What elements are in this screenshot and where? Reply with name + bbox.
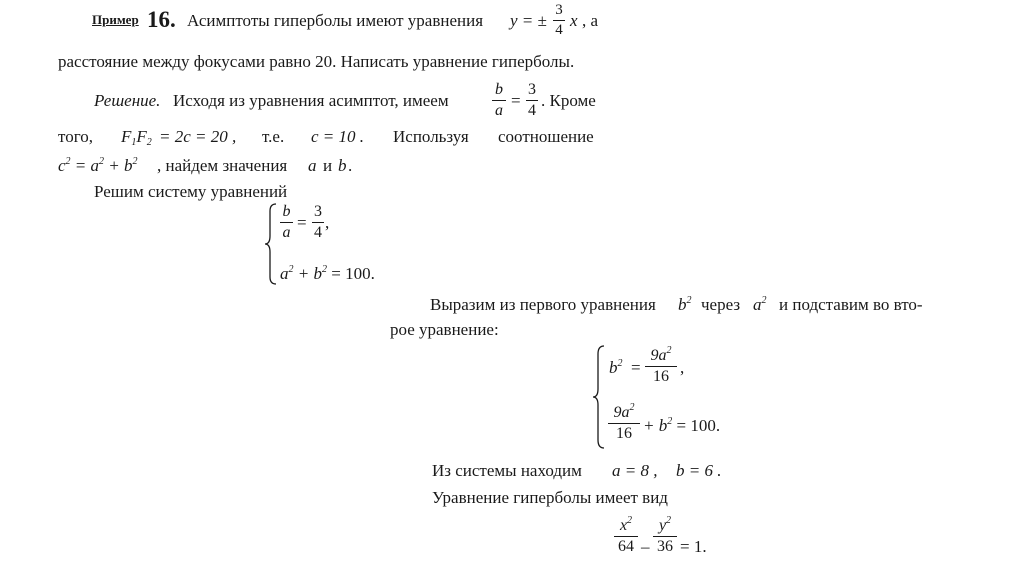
result-a-value: a = 8 , xyxy=(612,461,658,480)
express-through: через xyxy=(701,295,741,314)
relation-word: соотношение xyxy=(498,127,594,146)
x-letter: x xyxy=(619,517,628,534)
ba-equals: = xyxy=(511,91,521,110)
square-exponent: 2 xyxy=(65,156,71,167)
b-term: + b xyxy=(108,156,133,175)
end-dot: . xyxy=(348,156,353,175)
var-a: a xyxy=(308,156,317,175)
focus1-subscript: 1 xyxy=(131,137,137,148)
system1-rhs-fraction xyxy=(312,204,324,241)
fraction-denominator: 16 xyxy=(653,368,669,385)
focus2-subscript: 2 xyxy=(146,137,152,148)
asymptote-lhs: y = ± xyxy=(510,11,547,30)
fraction-bar xyxy=(608,423,640,424)
fraction-numerator: 3 xyxy=(555,2,563,18)
final-minus: – xyxy=(641,537,650,556)
result-equation-title: Уравнение гиперболы имеет вид xyxy=(432,488,668,507)
square-exponent: 2 xyxy=(686,295,692,306)
focal-distance xyxy=(121,127,152,148)
system2-eq2-rest xyxy=(643,417,720,434)
b-letter: b xyxy=(678,295,687,314)
fraction-denominator: 4 xyxy=(528,102,536,119)
system2-fraction1 xyxy=(645,345,677,385)
fraction-bar xyxy=(312,222,324,223)
system-brace-icon xyxy=(592,345,606,449)
square-exponent: 2 xyxy=(666,515,672,526)
fraction-bar xyxy=(492,100,506,101)
system1-equals: = xyxy=(297,213,307,232)
fraction-numerator xyxy=(645,345,677,364)
fraction-bar xyxy=(645,366,677,367)
fraction-numerator xyxy=(653,515,677,534)
a-letter: a xyxy=(753,295,762,314)
system2-eq2-rhs: = 100. xyxy=(676,416,721,435)
example-label: Пример xyxy=(92,12,139,27)
fraction-denominator: 16 xyxy=(616,425,632,442)
fraction-bar xyxy=(653,536,677,537)
fraction-denominator: a xyxy=(495,102,503,119)
solution-label: Решение. xyxy=(94,91,161,110)
focus2-letter: F xyxy=(136,127,147,146)
numerator-text: 9a xyxy=(650,347,667,364)
y-letter: y xyxy=(658,517,667,534)
fraction-numerator xyxy=(608,402,640,421)
square-exponent: 2 xyxy=(666,345,672,356)
a-term: = a xyxy=(74,156,100,175)
fraction-denominator: a xyxy=(282,224,291,241)
b-letter: b xyxy=(609,358,618,377)
solution-after: . Кроме xyxy=(541,91,596,110)
solution-text1: Исходя из уравнения асимптот, имеем xyxy=(173,91,449,110)
pythagoras-relation xyxy=(58,157,138,174)
express-line2: рое уравнение: xyxy=(390,320,499,339)
express-text2: и подставим во вто- xyxy=(779,295,923,314)
square-exponent: 2 xyxy=(99,156,105,167)
b-term: + b xyxy=(297,264,322,283)
example-text: Асимптоты гиперболы имеют уравнения xyxy=(187,11,484,30)
square-exponent: 2 xyxy=(132,156,138,167)
x-fraction xyxy=(614,515,638,555)
numerator-text: 9a xyxy=(613,404,630,421)
system2-equals: = xyxy=(631,358,641,377)
a-letter: a xyxy=(280,264,289,283)
example-number: 16. xyxy=(147,7,176,32)
focus1-letter: F xyxy=(121,127,132,146)
using-word: Используя xyxy=(393,127,469,146)
asymptote-fraction xyxy=(553,3,565,38)
three-quarters-fraction xyxy=(526,82,538,119)
express-text1: Выразим из первого уравнения xyxy=(430,295,656,314)
square-exponent: 2 xyxy=(627,515,633,526)
fraction-bar xyxy=(526,100,538,101)
fraction-numerator: 3 xyxy=(528,81,536,98)
fraction-denominator: 4 xyxy=(314,224,322,241)
square-exponent: 2 xyxy=(667,416,673,427)
fraction-bar xyxy=(553,20,565,21)
fraction-numerator: b xyxy=(282,203,291,220)
fraction-numerator: 3 xyxy=(314,203,322,220)
asymptote-var: x xyxy=(570,11,578,30)
header-tail: , а xyxy=(582,11,599,30)
square-exponent: 2 xyxy=(617,358,623,369)
square-exponent: 2 xyxy=(629,402,635,413)
ba-fraction xyxy=(492,82,506,119)
express-b xyxy=(678,296,692,313)
c-value: c = 10 . xyxy=(311,127,365,146)
result-found-text: Из системы находим xyxy=(432,461,582,480)
system2-fraction2 xyxy=(608,402,640,442)
c-letter: c xyxy=(58,156,66,175)
system2-comma: , xyxy=(680,358,685,377)
fraction-numerator: b xyxy=(495,81,503,98)
square-exponent: 2 xyxy=(761,295,767,306)
fraction-bar xyxy=(280,222,293,223)
system1-eq2 xyxy=(280,265,375,282)
solution-line2-start: того, xyxy=(58,127,94,146)
y-fraction xyxy=(653,515,677,555)
system1-ba-fraction xyxy=(280,204,293,241)
fraction-denominator: 64 xyxy=(618,538,634,555)
square-exponent: 2 xyxy=(321,264,327,275)
express-a xyxy=(753,296,767,313)
system-brace-icon xyxy=(264,203,278,285)
fraction-denominator: 36 xyxy=(657,538,673,555)
problem-line2: расстояние между фокусами равно 20. Написать уравнение гиперболы. xyxy=(58,52,575,71)
focal-equation: = 2c = 20 , xyxy=(159,127,237,146)
that-is: т.е. xyxy=(262,127,285,146)
b-term: + b xyxy=(643,416,668,435)
system1-title: Решим систему уравнений xyxy=(94,182,288,201)
system1-eq2-rhs: = 100. xyxy=(331,264,375,283)
var-b: b xyxy=(338,156,347,175)
fraction-numerator xyxy=(614,515,638,534)
system1-comma: , xyxy=(325,213,330,232)
find-values-text: , найдем значения xyxy=(157,156,288,175)
result-b-value: b = 6 . xyxy=(676,461,722,480)
fraction-bar xyxy=(614,536,638,537)
fraction-denominator: 4 xyxy=(555,22,563,38)
and-word: и xyxy=(323,156,333,175)
final-equals: = 1. xyxy=(680,537,707,556)
square-exponent: 2 xyxy=(288,264,294,275)
system2-b xyxy=(609,359,623,376)
